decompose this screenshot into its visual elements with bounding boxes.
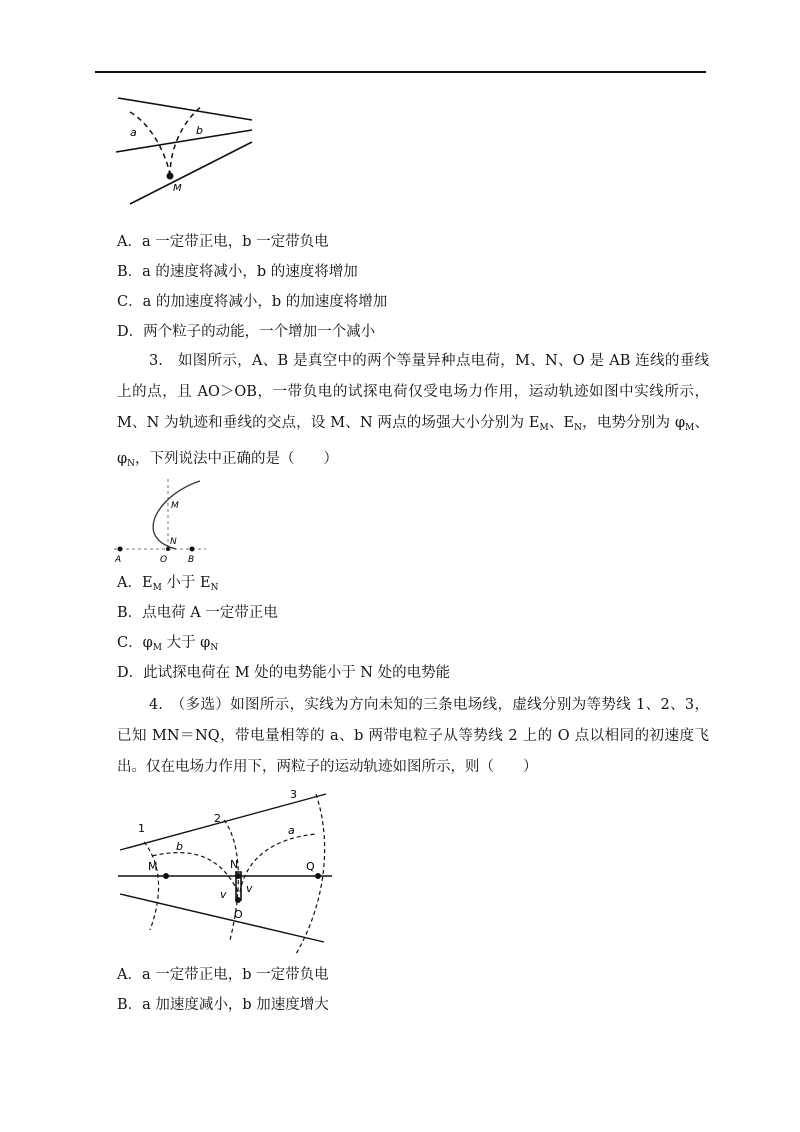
charge-a [118, 547, 123, 552]
label-v-left: v [220, 888, 227, 901]
q3-stem: 3. 如图所示，A、B 是真空中的两个等量异种点电荷，M、N、O 是 AB 连线的垂线上的点，且 AO＞OB，一带负电的试探电荷仅受电场力作用，运动轨迹如图中实线所示，M、N 为轨迹和垂线的交点，设 M、N 两点的场强大小分别为 $E_M$、$E_N$，电势分别为 $\varphi_M$、$\varphi_N$，下列说法中正确的是（ ） [117, 353, 709, 469]
label-n: N [170, 537, 177, 547]
label-m: M [173, 183, 182, 194]
q3-figure [110, 475, 210, 567]
label-m: M [148, 860, 158, 873]
label-1: 1 [138, 822, 145, 835]
q4-figure [110, 782, 340, 957]
field-line-bottom [120, 894, 324, 942]
label-n: N [230, 858, 239, 871]
equipotential-3 [296, 794, 325, 954]
q3-option-c: C．$\varphi_M$ 大于 $\varphi_N$ [117, 635, 219, 653]
q4-number: 4. [149, 697, 163, 713]
point-o [235, 897, 241, 903]
point-n [235, 873, 241, 879]
q2-figure [110, 90, 260, 215]
header-rule [95, 71, 706, 73]
q2-option-c: C．a 的加速度将减小，b 的加速度将增加 [117, 294, 388, 310]
label-b: B [188, 555, 195, 565]
point-m [163, 873, 169, 879]
field-line-bottom [130, 142, 252, 204]
label-m: M [171, 501, 179, 511]
label-a: a [288, 824, 295, 837]
q2-option-b: B．a 的速度将减小，b 的速度将增加 [117, 264, 358, 280]
q3-option-d: D．此试探电荷在 M 处的电势能小于 N 处的电势能 [117, 665, 451, 681]
label-b: b [196, 124, 203, 137]
field-line-top [118, 98, 252, 120]
label-o: O [160, 555, 168, 565]
label-a: A [115, 555, 122, 565]
field-line-top [120, 794, 326, 850]
point-o [166, 547, 170, 551]
point-m [167, 173, 174, 180]
label-v-right: v [246, 882, 253, 895]
q3-option-a: A．$E_M$ 小于 $E_N$ [117, 575, 219, 593]
label-a: a [130, 126, 137, 139]
q4-option-a: A．a 一定带正电，b 一定带负电 [117, 967, 329, 983]
point-q [315, 873, 321, 879]
label-q: Q [306, 860, 315, 873]
trajectory-b [152, 853, 238, 892]
q4-option-b: B．a 加速度减小，b 加速度增大 [117, 997, 329, 1013]
label-2: 2 [214, 812, 221, 825]
q2-option-a: A．a 一定带正电，b 一定带负电 [117, 234, 329, 250]
q2-option-d: D．两个粒子的动能，一个增加一个减小 [117, 324, 376, 340]
q4-stem: 4. （多选）如图所示，实线为方向未知的三条电场线，虚线分别为等势线 1、2、3，已知 MN＝NQ，带电量相等的 a、b 两带电粒子从等势线 2 上的 O 点以相同的初速度飞出。仅在电场力作用下，两粒子的运动轨迹如图所示，则（ ） [117, 697, 709, 775]
charge-b [190, 547, 195, 552]
label-o: O [234, 908, 243, 921]
label-3: 3 [290, 788, 297, 801]
q3-option-b: B．点电荷 A 一定带正电 [117, 605, 278, 621]
label-b: b [176, 840, 183, 853]
q3-number: 3. [149, 353, 163, 369]
